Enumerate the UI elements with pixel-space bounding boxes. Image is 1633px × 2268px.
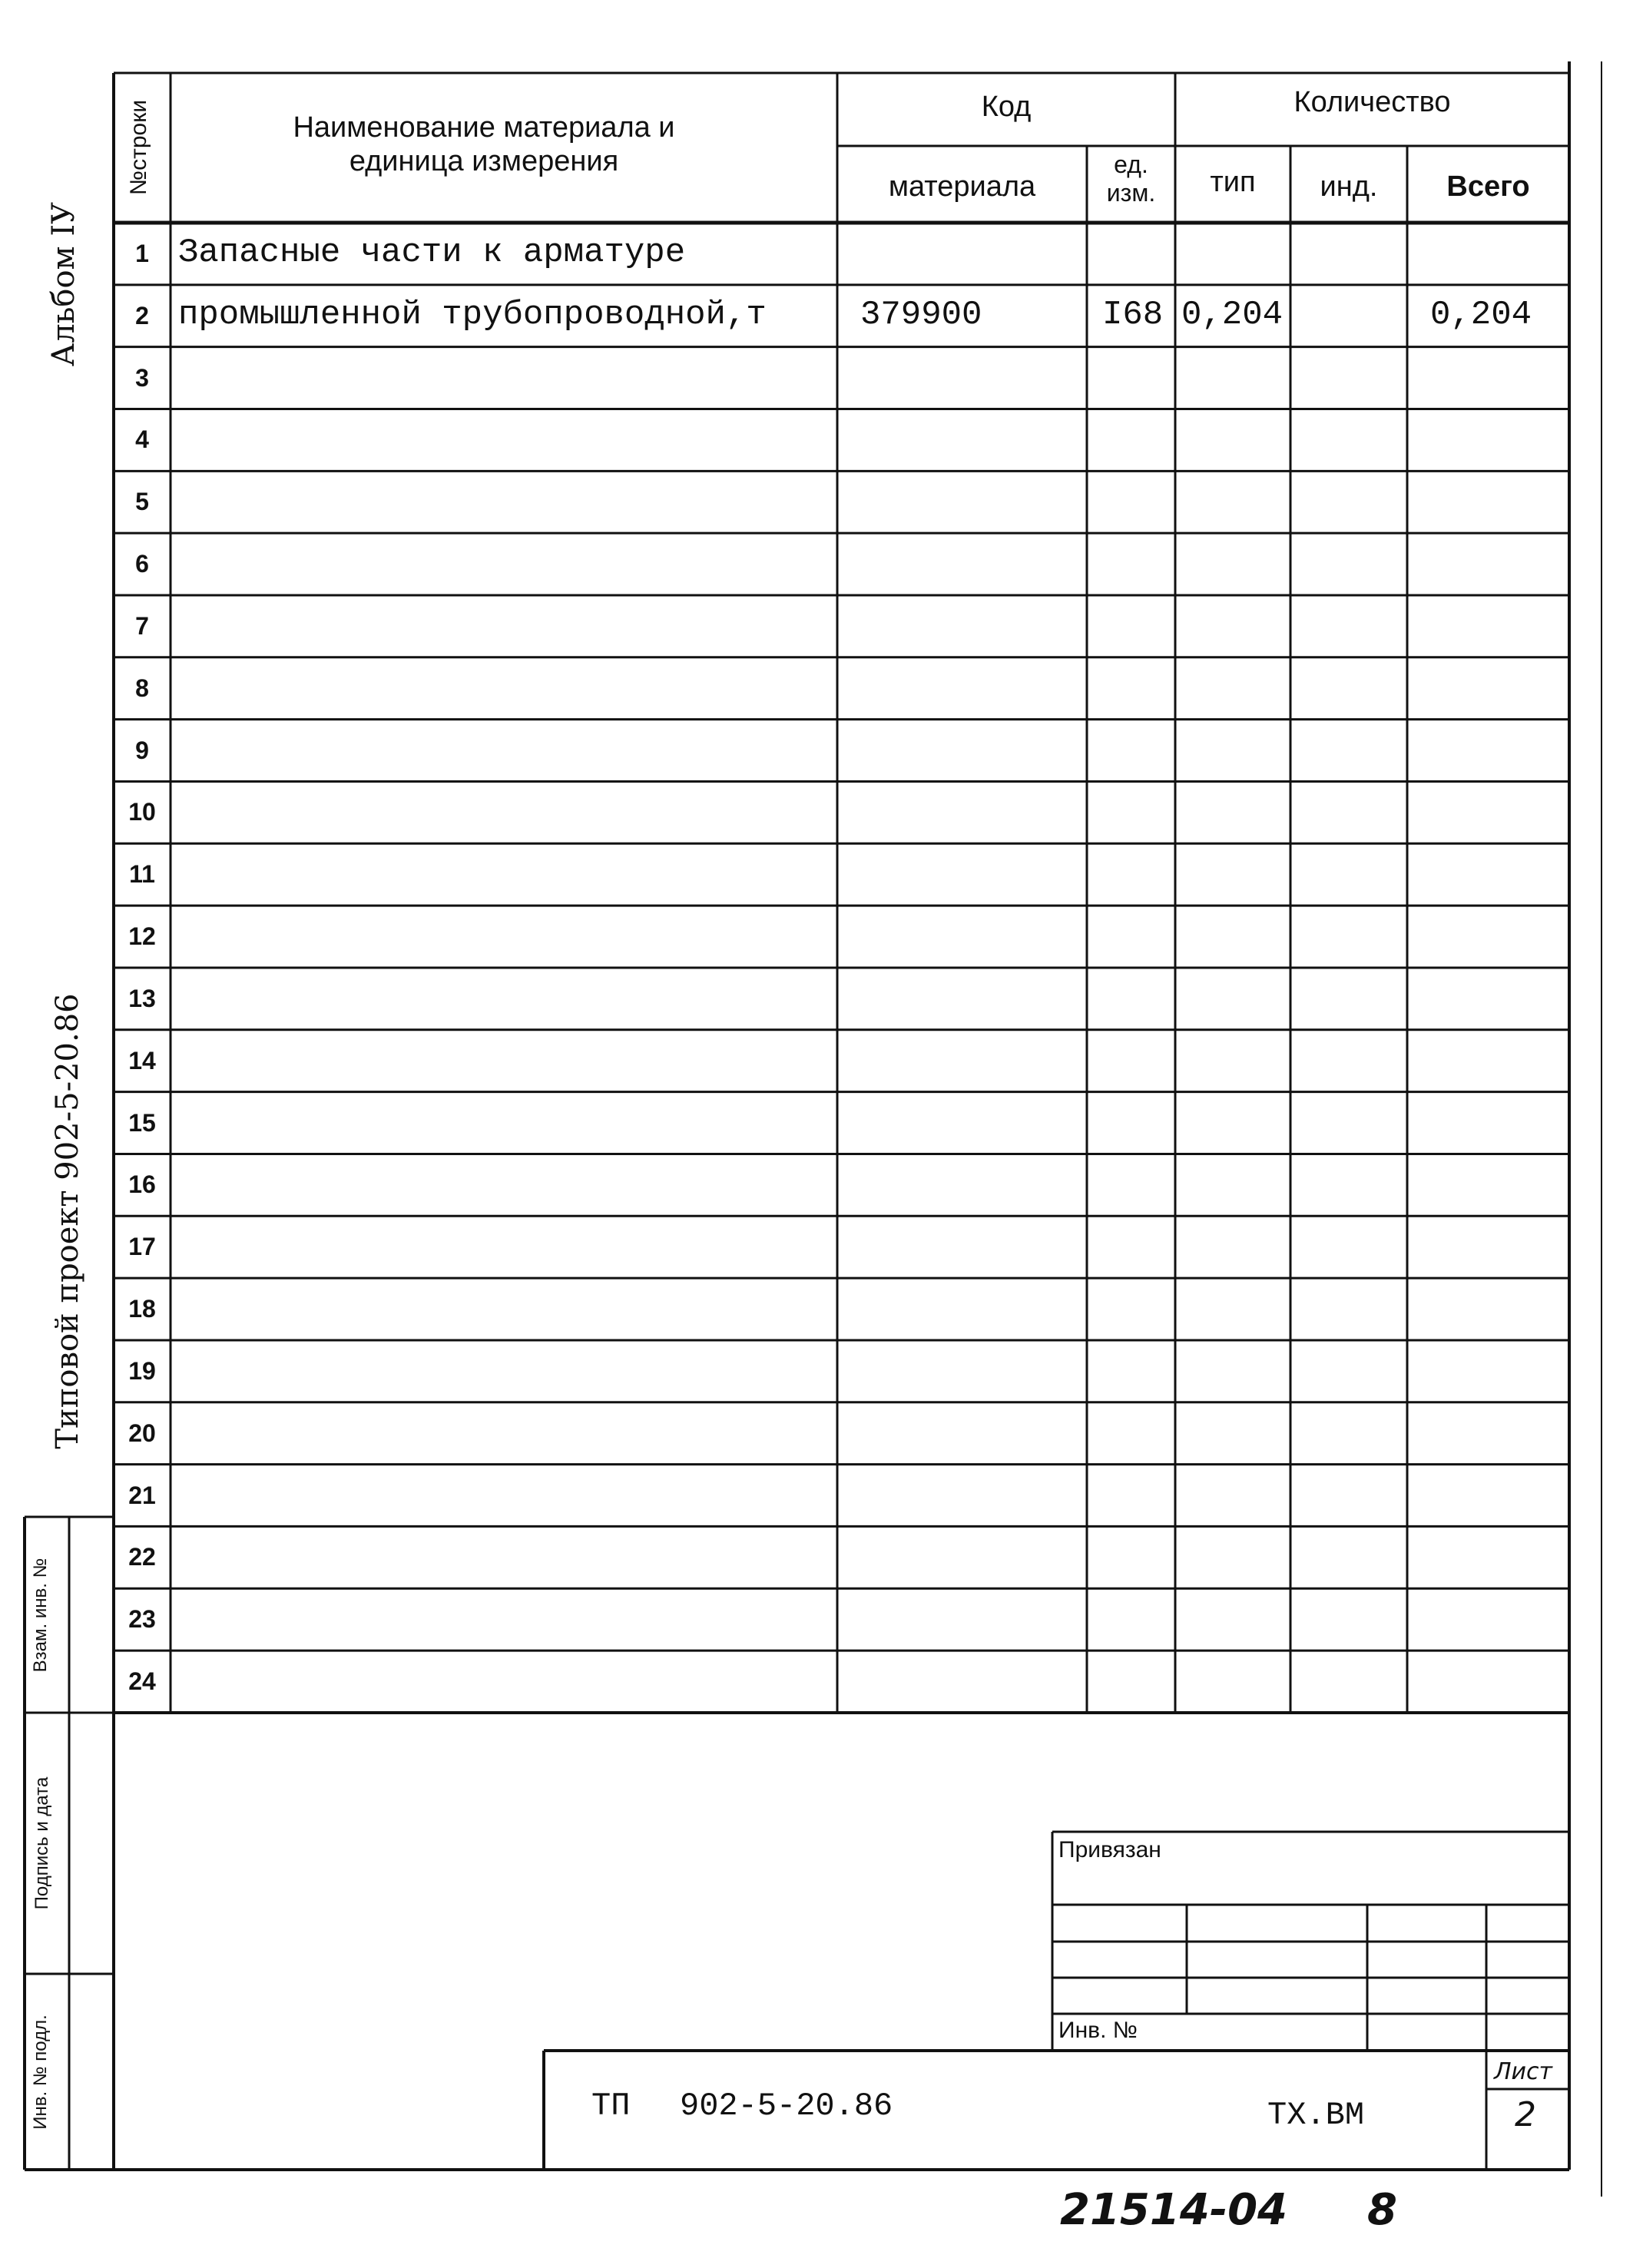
stamp-inv-no: Инв. № [1058,2018,1138,2043]
row-number: 23 [128,1605,156,1634]
signature-date-label: Подпись и дата [31,1776,52,1910]
header-total: Всего [1446,171,1530,203]
stamp-sheet-number: 2 [1515,2095,1536,2134]
row-number: 13 [128,984,156,1012]
album-label: Альбом IУ [46,201,81,367]
row-number: 8 [135,674,149,702]
row-number: 14 [128,1046,156,1074]
header-code-material: материала [888,171,1036,203]
row-number: 4 [135,425,149,454]
project-label: Типовой проект 902-5-20.86 [50,993,85,1449]
handwritten-page: 8 [1367,2185,1397,2235]
row-total: 0,204 [1430,295,1532,334]
handwritten-number: 21514-04 [1060,2185,1287,2235]
row-code: 379900 [860,295,982,334]
vzam-inv-label: Взам. инв. № [30,1558,51,1673]
row-number: 10 [128,798,156,826]
row-number: 24 [128,1667,156,1696]
stamp-sheet-label: Лист [1494,2058,1553,2085]
row-number: 21 [128,1481,156,1509]
stamp-privyazan: Привязан [1058,1837,1161,1862]
stamp-mark: ТХ.ВМ [1267,2097,1365,2134]
row-number: 2 [135,301,149,329]
row-type: 0,204 [1181,295,1284,334]
row-number: 9 [135,736,149,764]
row-number: 20 [128,1419,156,1447]
row-number: 1 [135,240,149,267]
row-number: 3 [135,363,149,392]
row-number: 19 [128,1356,156,1385]
row-unit: I68 [1102,295,1164,334]
row-name: промышленной трубопроводной,т [178,295,767,334]
row-number: 11 [129,860,155,889]
row-name: Запасные части к арматуре [178,233,686,272]
row-number: 12 [128,922,156,951]
header-type: тип [1210,166,1256,198]
row-number: 7 [135,611,149,640]
row-number: 15 [128,1108,156,1137]
row-number: 5 [135,488,149,516]
header-row-no: №строки [126,99,151,196]
row-number: 18 [128,1295,156,1323]
row-number: 17 [128,1233,156,1261]
header-ind: инд. [1320,171,1378,203]
header-code: Код [981,91,1032,123]
row-number: 16 [128,1170,156,1199]
stamp-doc-number: 902-5-20.86 [680,2088,893,2124]
stamp-tp: ТП [591,2088,631,2124]
row-number: 6 [135,550,149,578]
header-name: Наименование материала и единица измерения [293,111,675,177]
row-number: 22 [128,1543,156,1571]
header-unit: ед. изм. [1106,151,1156,207]
inv-podl-label: Инв. № подл. [30,2015,51,2130]
header-quantity: Количество [1293,86,1451,118]
